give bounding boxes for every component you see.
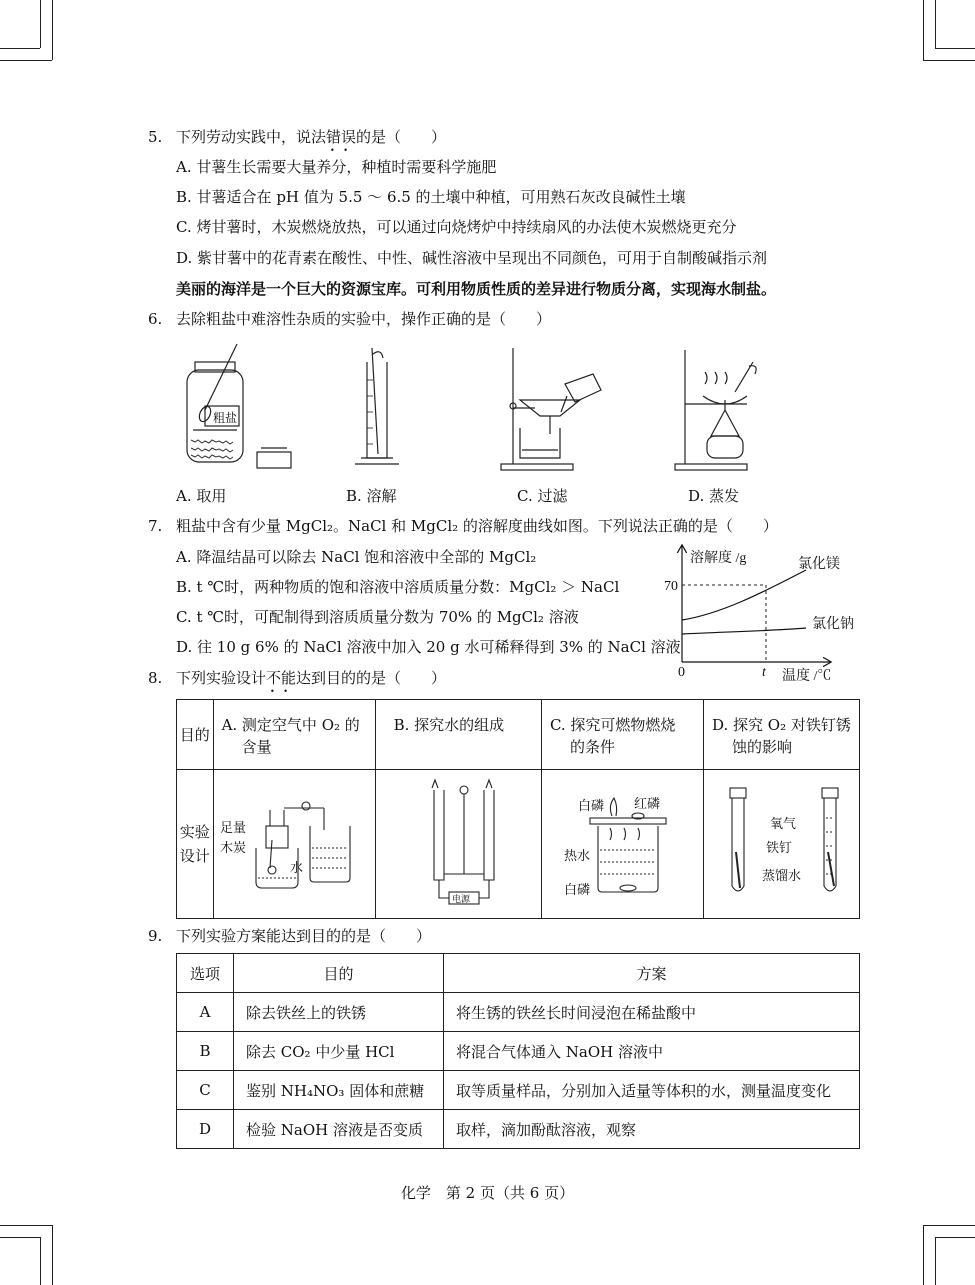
label-charcoal: 木炭 bbox=[219, 840, 246, 855]
electrolysis-apparatus bbox=[376, 770, 531, 914]
crop-mark bbox=[935, 1237, 936, 1285]
option-b: B. t ℃时，两种物质的饱和溶液中溶质质量分数：MgCl₂ ＞ NaCl bbox=[176, 578, 620, 596]
question-stem bbox=[176, 668, 446, 688]
design-c bbox=[541, 770, 703, 919]
cell-option: B bbox=[177, 1032, 234, 1071]
option-c: C. 过滤 bbox=[517, 487, 568, 505]
crop-mark bbox=[52, 0, 53, 60]
cell-plan: 取样，滴加酚酞溶液，观察 bbox=[444, 1110, 860, 1149]
purpose-text: A. 测定空气中 O₂ 的 bbox=[221, 716, 360, 734]
header-purpose: 目的 bbox=[234, 954, 444, 993]
table-row bbox=[177, 1110, 860, 1149]
question-number: 6. bbox=[148, 310, 163, 328]
header-option: 选项 bbox=[177, 954, 234, 993]
question-number: 7. bbox=[148, 517, 163, 535]
question-number: 9. bbox=[148, 927, 163, 945]
question-stem: 去除粗盐中难溶性杂质的实验中，操作正确的是（ ） bbox=[176, 310, 552, 328]
crop-mark bbox=[40, 0, 41, 48]
cell-option: D bbox=[177, 1110, 234, 1149]
crop-mark bbox=[923, 60, 975, 61]
purpose-text: 蚀的影响 bbox=[732, 738, 793, 756]
option-b: B. 甘薯适合在 pH 值为 5.5 ～ 6.5 的土壤中种植，可用熟石灰改良碱性土壤 bbox=[176, 188, 686, 206]
cell-plan: 将混合气体通入 NaOH 溶液中 bbox=[444, 1032, 860, 1071]
filtration-figure bbox=[501, 348, 601, 470]
purpose-text: D. 探究 O₂ 对铁钉锈 bbox=[712, 716, 851, 734]
stem-text: 的是（ ） bbox=[356, 128, 447, 146]
x-tick-label: t bbox=[762, 665, 766, 680]
label-white-phosphorus: 白磷 bbox=[577, 798, 604, 813]
cell-option: C bbox=[177, 1071, 234, 1110]
option-d: D. 往 10 g 6% 的 NaCl 溶液中加入 20 g 水可稀释得到 3% 的 NaCl 溶液 bbox=[176, 638, 681, 656]
question-number: 8. bbox=[148, 669, 163, 687]
design-a bbox=[213, 770, 375, 919]
question-stem: 下列实验方案能达到目的的是（ ） bbox=[176, 927, 432, 945]
question-stem: 粗盐中含有少量 MgCl₂。NaCl 和 MgCl₂ 的溶解度曲线如图。下列说法正确的是（ ） bbox=[176, 517, 778, 535]
crop-mark bbox=[935, 48, 975, 49]
cell-purpose: 检验 NaOH 溶液是否变质 bbox=[234, 1110, 444, 1149]
y-axis-label: 溶解度 /g bbox=[690, 551, 747, 566]
crop-mark bbox=[935, 0, 936, 48]
header-plan: 方案 bbox=[444, 954, 860, 993]
q9-table bbox=[176, 953, 860, 1149]
cylinder-figure bbox=[355, 348, 399, 464]
option-b: B. 溶解 bbox=[346, 487, 397, 505]
label-sufficient: 足量 bbox=[219, 820, 246, 835]
y-tick-label: 70 bbox=[664, 579, 678, 594]
series-line-nacl bbox=[682, 628, 806, 634]
label-oxygen: 氧气 bbox=[770, 816, 797, 831]
row-header-purpose: 目的 bbox=[177, 700, 214, 770]
row-header-design bbox=[177, 770, 214, 919]
oxygen-measure-apparatus bbox=[214, 770, 369, 914]
option-c: C. 烤甘薯时，木炭燃烧放热，可以通过向烧烤炉中持续扇风的办法使木炭燃烧更充分 bbox=[176, 218, 737, 236]
origin-label: 0 bbox=[678, 665, 685, 680]
label-red-phosphorus: 红磷 bbox=[633, 796, 660, 811]
section-intro: 美丽的海洋是一个巨大的资源宝库。可利用物质性质的差异进行物质分离，实现海水制盐。 bbox=[176, 280, 777, 298]
stem-text: 达到目的的是（ ） bbox=[296, 669, 447, 687]
label-hot-water: 热水 bbox=[563, 848, 590, 863]
crop-mark bbox=[923, 1225, 924, 1285]
design-d bbox=[704, 770, 860, 919]
cell-purpose: 除去铁丝上的铁锈 bbox=[234, 993, 444, 1032]
option-a: A. 取用 bbox=[176, 487, 227, 505]
emphasized-word: 错误 • • bbox=[326, 127, 356, 147]
row-header-text: 设计 bbox=[179, 847, 210, 865]
label-white-phosphorus-2: 白磷 bbox=[563, 882, 590, 897]
label-iron-nail: 铁钉 bbox=[766, 840, 793, 855]
purpose-d bbox=[704, 700, 860, 770]
stem-text: 下列实验设计 bbox=[176, 669, 267, 687]
cell-purpose: 除去 CO₂ 中少量 HCl bbox=[234, 1032, 444, 1071]
question-number: 5. bbox=[148, 128, 163, 146]
label-distilled-water: 蒸馏水 bbox=[762, 868, 802, 883]
crop-mark bbox=[0, 1225, 52, 1226]
option-d: D. 紫甘薯中的花青素在酸性、中性、碱性溶液中呈现出不同颜色，可用于自制酸碱指示剂 bbox=[176, 249, 768, 267]
option-a: A. 甘薯生长需要大量养分，种植时需要科学施肥 bbox=[176, 158, 497, 176]
series-label-mgcl2: 氯化镁 bbox=[798, 557, 840, 572]
rusting-apparatus bbox=[704, 770, 859, 914]
purpose-b bbox=[375, 700, 541, 770]
cell-plan: 取等质量样品，分别加入适量等体积的水，测量温度变化 bbox=[444, 1071, 860, 1110]
solubility-chart bbox=[660, 542, 860, 682]
cell-option: A bbox=[177, 993, 234, 1032]
purpose-text: B. 探究水的组成 bbox=[393, 716, 505, 734]
crop-mark bbox=[923, 1225, 975, 1226]
purpose-c bbox=[541, 700, 703, 770]
cell-purpose: 鉴别 NH₄NO₃ 固体和蔗糖 bbox=[234, 1071, 444, 1110]
jar-label: 粗盐 bbox=[213, 411, 238, 425]
series-line-mgcl2 bbox=[682, 570, 806, 620]
reagent-jar-figure bbox=[187, 344, 291, 468]
page-footer: 化学 第 2 页（共 6 页） bbox=[400, 1184, 575, 1202]
row-header-text: 实验 bbox=[179, 823, 210, 841]
option-a: A. 降温结晶可以除去 NaCl 饱和溶液中全部的 MgCl₂ bbox=[176, 548, 537, 566]
label-water: 水 bbox=[289, 860, 303, 875]
purpose-text: 的条件 bbox=[569, 738, 615, 756]
table-row bbox=[177, 1032, 860, 1071]
q8-table bbox=[176, 699, 860, 919]
question-stem bbox=[176, 127, 446, 147]
crop-mark bbox=[52, 1225, 53, 1285]
purpose-text: C. 探究可燃物燃烧 bbox=[549, 716, 676, 734]
crop-mark bbox=[40, 1237, 41, 1285]
combustion-apparatus bbox=[542, 770, 697, 914]
table-row bbox=[177, 993, 860, 1032]
x-axis-label: 温度 /℃ bbox=[782, 669, 832, 682]
evaporation-figure bbox=[675, 350, 756, 470]
design-b bbox=[375, 770, 541, 919]
option-c: C. t ℃时，可配制得到溶质质量分数为 70% 的 MgCl₂ 溶液 bbox=[176, 608, 579, 626]
crop-mark bbox=[0, 1237, 40, 1238]
emphasized-word: 不能 • • bbox=[266, 668, 296, 688]
purpose-a bbox=[213, 700, 375, 770]
table-row bbox=[177, 1071, 860, 1110]
power-source-label: 电源 bbox=[451, 894, 470, 904]
crop-mark bbox=[0, 48, 40, 49]
option-d: D. 蒸发 bbox=[688, 487, 740, 505]
q6-figures bbox=[175, 340, 795, 480]
crop-mark bbox=[0, 60, 52, 61]
crop-mark bbox=[935, 1237, 975, 1238]
purpose-text: 含量 bbox=[241, 738, 272, 756]
stem-text: 下列劳动实践中，说法 bbox=[176, 128, 327, 146]
crop-mark bbox=[923, 0, 924, 60]
cell-plan: 将生锈的铁丝长时间浸泡在稀盐酸中 bbox=[444, 993, 860, 1032]
series-label-nacl: 氯化钠 bbox=[812, 617, 854, 632]
